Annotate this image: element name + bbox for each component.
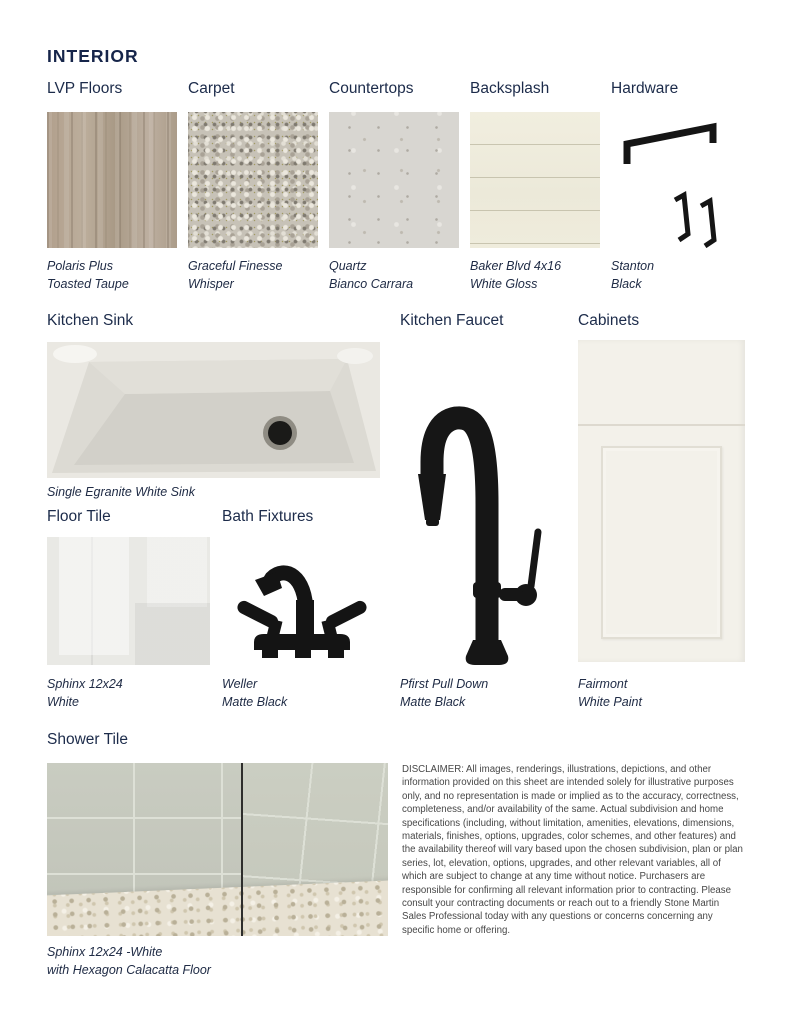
page-title: INTERIOR [47, 46, 139, 66]
section-header-countertops: Countertops [329, 80, 414, 97]
cabinet-pulls-icon [611, 112, 745, 248]
carpet-caption: Graceful Finesse Whisper [188, 259, 283, 291]
shower-wall-left [47, 763, 241, 894]
cabinet-door-image [578, 340, 745, 662]
shower-glass-edge [241, 763, 243, 936]
kitchen-sink-caption: Single Egranite White Sink [47, 485, 195, 499]
lvp-floors-caption: Polaris Plus Toasted Taupe [47, 259, 129, 291]
lvp-floors-swatch [47, 112, 177, 248]
section-header-kitchen-sink: Kitchen Sink [47, 312, 134, 329]
cabinet-seam [578, 424, 745, 426]
section-header-lvp-floors: LVP Floors [47, 80, 123, 97]
kitchen-faucet-image [395, 344, 560, 666]
section-header-carpet: Carpet [188, 80, 235, 97]
hardware-swatch [611, 112, 745, 248]
disclaimer-text: DISCLAIMER: All images, renderings, illustrations, depictions, and other information provided on this sheet are intended solely for illustrative purposes only, and no representation is made or implied as to the accuracy, correctness, completeness, and/or availability of the same. Actual subdivision and home specifications (including, without limitation, amenities, elevations, dimensions, materials, finishes, options, upgrades, color schemes, and other features) and the availability thereof will vary based upon the chosen subdivision, plan or plan series, lot, elevation, options, upgrades, and other relevant variables, all of which are subject to change at any time without notice. Purchasers are responsible for confirming all relevant information prior to contracting. Please consult your contracting documents or reach out to a friendly Stone Martin Sales Professional today with any questions or concerns concerning any specific home or offering. [402, 764, 743, 936]
pulldown-faucet-icon [395, 344, 560, 666]
section-header-cabinets: Cabinets [578, 312, 640, 329]
backsplash-caption: Baker Blvd 4x16 White Gloss [470, 259, 562, 291]
bath-fixtures-image [222, 538, 382, 664]
backsplash-swatch [470, 112, 600, 248]
section-header-floor-tile: Floor Tile [47, 508, 111, 525]
bath-fixtures-caption: Weller Matte Black [222, 677, 288, 709]
sink-basin-icon [47, 342, 380, 478]
cabinet-panel [601, 446, 721, 639]
cabinets-caption: Fairmont White Paint [578, 677, 642, 709]
kitchen-sink-image [47, 342, 380, 478]
section-header-backsplash: Backsplash [470, 80, 550, 97]
kitchen-faucet-caption: Pfirst Pull Down Matte Black [400, 677, 489, 709]
floor-tile-caption: Sphinx 12x24 White [47, 677, 123, 709]
section-header-kitchen-faucet: Kitchen Faucet [400, 312, 504, 329]
floor-tile-swatch [47, 537, 210, 665]
countertop-swatch [329, 112, 459, 248]
section-header-shower-tile: Shower Tile [47, 731, 128, 748]
hardware-caption: Stanton Black [611, 259, 655, 291]
section-header-bath-fixtures: Bath Fixtures [222, 508, 314, 525]
carpet-swatch [188, 112, 318, 248]
shower-tile-image [47, 763, 388, 936]
bath-faucet-icon [222, 538, 382, 664]
shower-tile-caption: Sphinx 12x24 -White with Hexagon Calacatta Floor [47, 945, 211, 977]
countertops-caption: Quartz Bianco Carrara [329, 259, 414, 291]
section-header-hardware: Hardware [611, 80, 679, 97]
